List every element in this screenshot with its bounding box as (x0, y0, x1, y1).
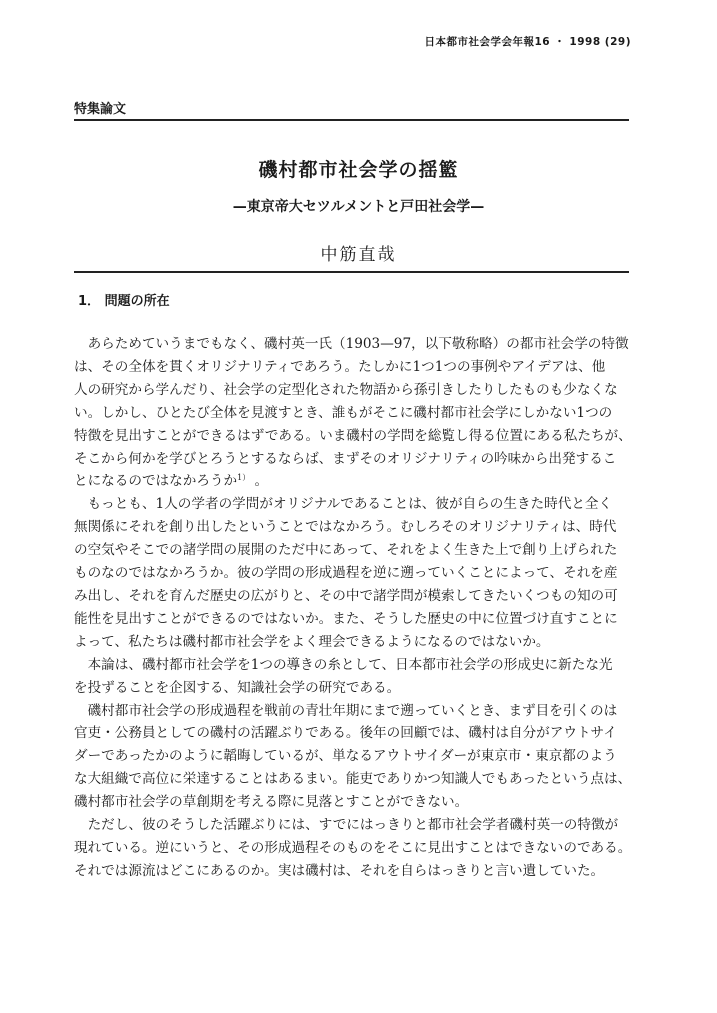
text-line: 特徴を見出すことができるはずである。いま磯村の学問を総覧し得る位置にある私たちが、 (74, 427, 632, 444)
text-line: は、その全体を貫くオリジナリティであろう。たしかに1つ1つの事例やアイデアは、他 (74, 358, 606, 375)
text-line: 官吏・公務員としての磯村の活躍ぶりである。後年の回顧では、磯村は自分がアウトサイ (74, 725, 617, 742)
line-text: とになるのではなかろうか (74, 473, 238, 490)
text-line: 磯村都市社会学の草創期を考える際に見落とすことができない。 (74, 794, 469, 811)
text-line: 現れている。逆にいうと、その形成過程そのものをそこに見出すことはできないのである。 (74, 839, 632, 856)
text-line: もっとも、1人の学者の学問がオリジナルであることは、彼が自らの生きた時代と全く (74, 496, 613, 513)
text-line: 無関係にそれを創り出したということではなかろう。むしろそのオリジナリティは、時代 (74, 519, 617, 536)
text-line: それでは源流はどこにあるのか。実は磯村は、それを自らはっきりと言い遺していた。 (74, 862, 605, 879)
section-heading: 1． 問題の所在 (78, 294, 170, 309)
text-line: ダーであったかのように韜晦しているが、単なるアウトサイダーが東京市・東京都のよう (74, 748, 617, 765)
text-line: い。しかし、ひとたび全体を見渡すとき、誰もがそこに磯村都市社会学にしかない1つの (74, 404, 613, 421)
text-line: そこから何かを学びとろうとするならば、まずそのオリジナリティの吟味から出発するこ (74, 450, 617, 467)
text-line: の空気やそこでの諸学問の展開のただ中にあって、それをよく生きた上で創り上げられた (74, 542, 618, 559)
text-line: を投ずることを企図する、知識社会学の研究である。 (74, 679, 401, 696)
author-name: 中筋直哉 (320, 245, 397, 265)
text-line: ただし、彼のそうした活躍ぶりには、すでにはっきりと都市社会学者磯村英一の特徴が (74, 817, 619, 834)
text-line: 人の研究から学んだり、社会学の定型化された物語から孫引きしたりしたものも少なくな (74, 381, 618, 398)
running-header: 日本都市社会学会年報16 ・ 1998 (29) (424, 36, 631, 48)
text-line: よって、私たちは磯村都市社会学をよく理会できるようになるのではないか。 (74, 633, 550, 650)
line-tail: 。 (254, 473, 269, 490)
article-subtitle: —東京帝大セツルメントと戸田社会学— (232, 199, 485, 215)
text-line: 能性を見出すことができるのではないか。また、そうした歴史の中に位置づけ直すことに (74, 610, 618, 627)
text-line: あらためていうまでもなく、磯村英一氏（1903—97，以下敬称略）の都市社会学の特徴 (74, 336, 629, 352)
body-text (74, 333, 634, 883)
text-line (74, 470, 634, 493)
text-line: み出し、それを育んだ歴史の広がりと、その中で諸学問が模索してきたいくつもの知の可 (74, 587, 618, 604)
footnote-ref[interactable]: 1） (237, 473, 251, 483)
article-title: 磯村都市社会学の揺籃 (258, 159, 459, 181)
text-line: 磯村都市社会学の形成過程を戦前の青壮年期にまで遡っていくとき、まず目を引くのは (74, 702, 618, 719)
top-rule (74, 119, 629, 121)
section-label: 特集論文 (74, 102, 127, 117)
text-line: な大組織で高位に栄達することはあるまい。能吏でありかつ知識人でもあったという点は、 (74, 771, 632, 788)
bottom-rule (74, 271, 629, 273)
text-line: 本論は、磯村都市社会学を1つの導きの糸として、日本都市社会学の形成史に新たな光 (74, 656, 613, 673)
text-line: ものなのではなかろうか。彼の学問の形成過程を逆に遡っていくことによって、それを産 (74, 565, 618, 582)
